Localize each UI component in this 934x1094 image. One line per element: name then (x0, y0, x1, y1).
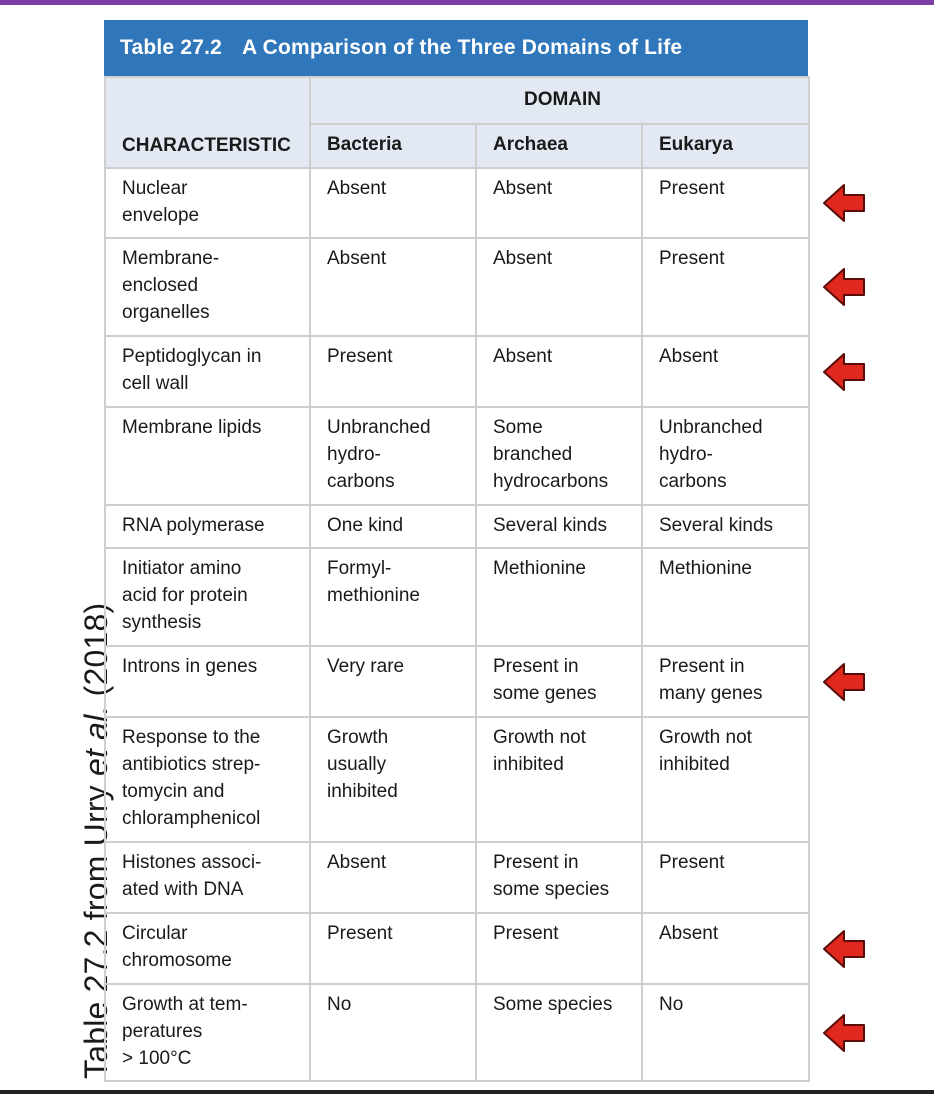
bacteria-cell: Absent (310, 238, 476, 336)
archaea-cell: Some branched hydrocarbons (476, 407, 642, 505)
side-caption: Table 27.2 from Urry et al. (2018) (78, 602, 114, 1079)
eukarya-cell: Present (642, 238, 809, 336)
table-row (105, 984, 809, 1081)
table-row (105, 717, 809, 842)
bacteria-cell: Absent (310, 842, 476, 913)
bacteria-cell: Formyl- methionine (310, 548, 476, 646)
table-row (105, 336, 809, 407)
bacteria-cell: One kind (310, 505, 476, 548)
table-title-text: A Comparison of the Three Domains of Life (242, 36, 683, 59)
table-body (105, 168, 809, 1081)
bacteria-cell: Present (310, 336, 476, 407)
bottom-border (0, 1090, 934, 1094)
characteristic-cell: Growth at tem- peratures > 100°C (105, 984, 310, 1081)
archaea-cell: Present (476, 913, 642, 984)
eukarya-cell: Absent (642, 336, 809, 407)
column-header-archaea: Archaea (476, 124, 642, 168)
red-left-arrow-icon (822, 928, 866, 970)
archaea-cell: Absent (476, 168, 642, 238)
red-left-arrow-icon (822, 182, 866, 224)
characteristic-cell: Introns in genes (105, 646, 310, 717)
red-left-arrow-icon (822, 351, 866, 393)
archaea-cell: Some species (476, 984, 642, 1081)
archaea-cell: Present in some genes (476, 646, 642, 717)
characteristic-cell: Circular chromosome (105, 913, 310, 984)
eukarya-cell: Methionine (642, 548, 809, 646)
archaea-cell: Several kinds (476, 505, 642, 548)
eukarya-cell: Present (642, 842, 809, 913)
archaea-cell: Present in some species (476, 842, 642, 913)
column-header-bacteria: Bacteria (310, 124, 476, 168)
archaea-cell: Growth not inhibited (476, 717, 642, 842)
top-accent-bar (0, 0, 934, 5)
archaea-cell: Methionine (476, 548, 642, 646)
table-row (105, 913, 809, 984)
eukarya-cell: Growth not inhibited (642, 717, 809, 842)
bacteria-cell: Present (310, 913, 476, 984)
domain-group-header: DOMAIN (310, 77, 809, 124)
table-row (105, 548, 809, 646)
table-row (105, 646, 809, 717)
characteristic-cell: Membrane lipids (105, 407, 310, 505)
table-row (105, 168, 809, 238)
eukarya-cell: No (642, 984, 809, 1081)
red-left-arrow-icon (822, 266, 866, 308)
eukarya-cell: Present in many genes (642, 646, 809, 717)
table-row (105, 238, 809, 336)
table-number: Table 27.2 (120, 36, 222, 59)
characteristic-cell: RNA polymerase (105, 505, 310, 548)
bacteria-cell: Unbranched hydro- carbons (310, 407, 476, 505)
bacteria-cell: Growth usually inhibited (310, 717, 476, 842)
characteristic-cell: Peptidoglycan in cell wall (105, 336, 310, 407)
table-row (105, 842, 809, 913)
comparison-table (104, 76, 810, 1082)
characteristic-cell: Membrane- enclosed organelles (105, 238, 310, 336)
bacteria-cell: Absent (310, 168, 476, 238)
characteristic-cell: Nuclear envelope (105, 168, 310, 238)
table-title (104, 20, 808, 76)
eukarya-cell: Unbranched hydro- carbons (642, 407, 809, 505)
red-left-arrow-icon (822, 1012, 866, 1054)
characteristic-header: CHARACTERISTIC (105, 77, 310, 168)
eukarya-cell: Absent (642, 913, 809, 984)
red-left-arrow-icon (822, 661, 866, 703)
characteristic-cell: Response to the antibiotics strep- tomycin and chloramphenicol (105, 717, 310, 842)
bacteria-cell: Very rare (310, 646, 476, 717)
eukarya-cell: Several kinds (642, 505, 809, 548)
eukarya-cell: Present (642, 168, 809, 238)
column-header-eukarya: Eukarya (642, 124, 809, 168)
characteristic-cell: Initiator amino acid for protein synthesis (105, 548, 310, 646)
table-row (105, 407, 809, 505)
table-row (105, 505, 809, 548)
domains-table (104, 20, 808, 1082)
characteristic-cell: Histones associ- ated with DNA (105, 842, 310, 913)
archaea-cell: Absent (476, 238, 642, 336)
archaea-cell: Absent (476, 336, 642, 407)
bacteria-cell: No (310, 984, 476, 1081)
